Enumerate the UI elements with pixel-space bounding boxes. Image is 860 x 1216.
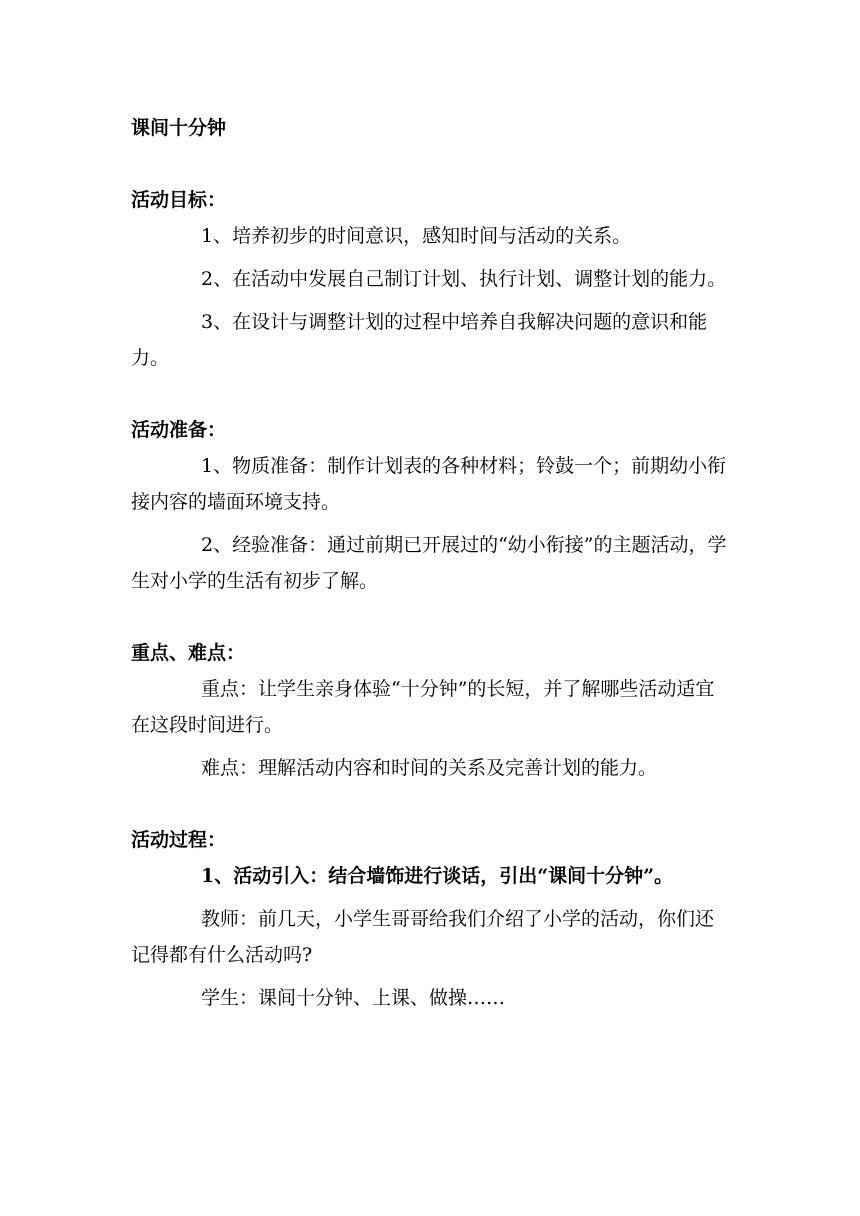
section-heading-preparation: 活动准备： <box>131 419 227 441</box>
teacher-dialogue: 教师：前几天，小学生哥哥给我们介绍了小学的活动，你们还记得都有什么活动吗? <box>131 908 715 966</box>
document-body <box>131 110 731 1023</box>
student-dialogue: 学生：课间十分钟、上课、做操…… <box>201 987 506 1009</box>
key-point: 重点：让学生亲身体验“十分钟”的长短，并了解哪些活动适宜在这段时间进行。 <box>131 678 715 736</box>
section-heading-key-points: 重点、难点： <box>131 642 246 664</box>
goal-item-3: 3、在设计与调整计划的过程中培养自我解决问题的意识和能力。 <box>131 311 708 369</box>
preparation-item-2: 2、经验准备：通过前期已开展过的“幼小衔接”的主题活动，学生对小学的生活有初步了解。 <box>131 534 727 592</box>
goal-item-2: 2、在活动中发展自己制订计划、执行计划、调整计划的能力。 <box>201 268 727 290</box>
document-title: 课间十分钟 <box>131 117 227 139</box>
process-step-1: 1、活动引入：结合墙饰进行谈话，引出“课间十分钟”。 <box>201 865 674 887</box>
section-heading-process: 活动过程： <box>131 829 227 851</box>
section-heading-goals: 活动目标： <box>131 189 227 211</box>
preparation-item-1: 1、物质准备：制作计划表的各种材料；铃鼓一个；前期幼小衔接内容的墙面环境支持。 <box>131 455 727 513</box>
difficult-point: 难点：理解活动内容和时间的关系及完善计划的能力。 <box>201 757 658 779</box>
goal-item-1: 1、培养初步的时间意识，感知时间与活动的关系。 <box>201 225 632 247</box>
